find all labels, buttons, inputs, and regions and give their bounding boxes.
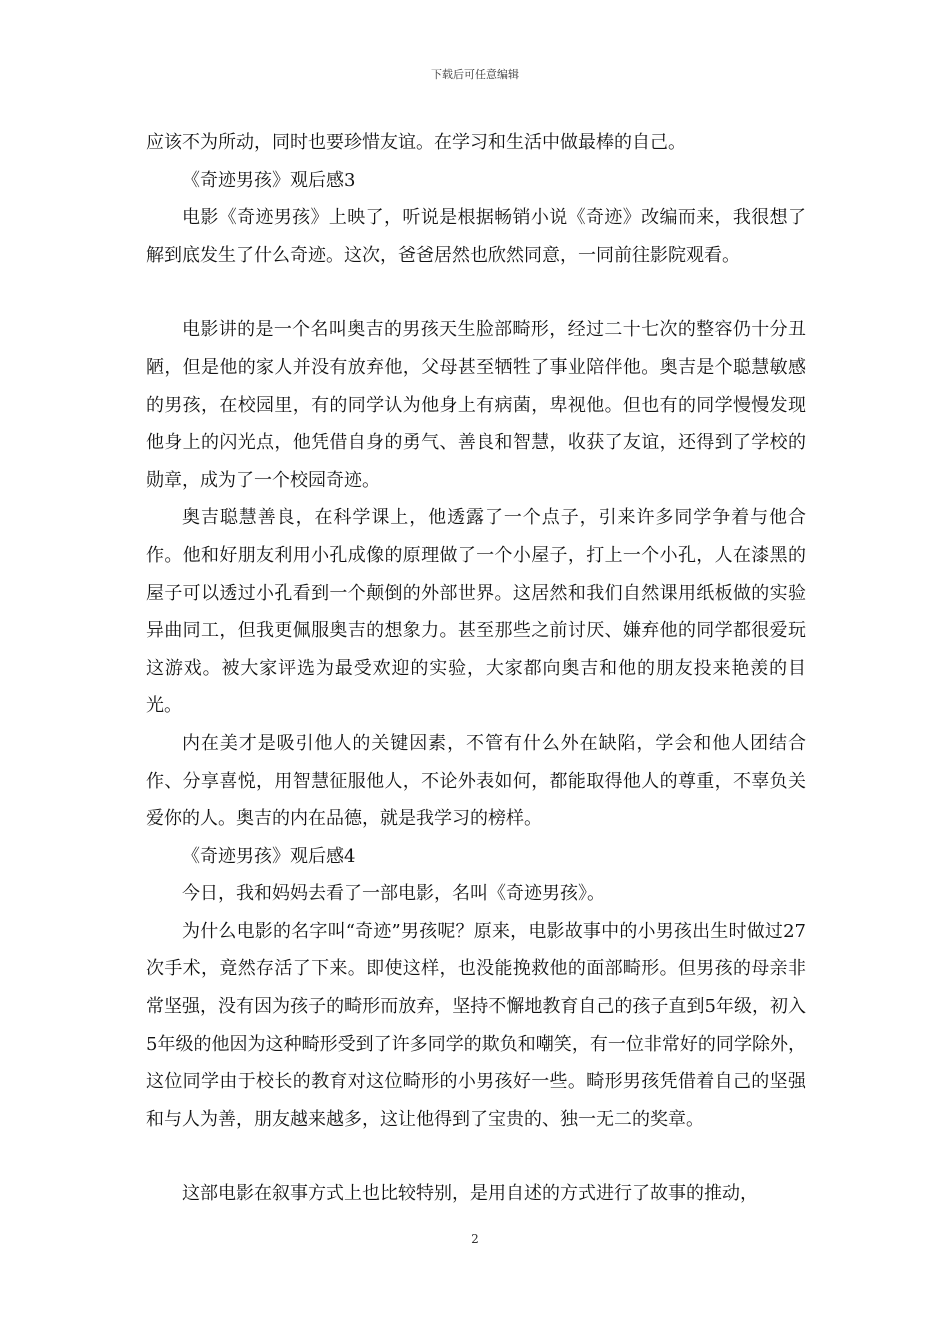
paragraph: 为什么电影的名字叫“奇迹”男孩呢？原来，电影故事中的小男孩出生时做过27次手术，竟然存活了下来。即使这样，也没能挽救他的面部畸形。但男孩的母亲非常坚强，没有因为孩子的畸形而放弃，坚持不懈地教育自己的孩子直到5年级，初入5年级的他因为这种畸形受到了许多同学的欺负和嘲笑，有一位非常好的同学除外，这位同学由于校长的教育对这位畸形的小男孩好一些。畸形男孩凭借着自己的坚强和与人为善，朋友越来越多，这让他得到了宝贵的、独一无二的奖章。 (146, 920, 806, 1130)
paragraph: 电影《奇迹男孩》上映了，听说是根据畅销小说《奇迹》改编而来，我很想了解到底发生了什么奇迹。这次，爸爸居然也欣然同意，一同前往影院观看。 (146, 207, 806, 266)
paragraph: 奥吉聪慧善良，在科学课上，他透露了一个点子，引来许多同学争着与他合作。他和好朋友利用小孔成像的原理做了一个小屋子，打上一个小孔，人在漆黑的屋子可以透过小孔看到一个颠倒的外部世界。这居然和我们自然课用纸板做的实验异曲同工，但我更佩服奥吉的想象力。甚至那些之前讨厌、嫌弃他的同学都很爱玩这游戏。被大家评选为最受欢迎的实验，大家都向奥吉和他的朋友投来艳羡的目光。 (146, 507, 806, 717)
paragraph: 内在美才是吸引他人的关键因素，不管有什么外在缺陷，学会和他人团结合作、分享喜悦，用智慧征服他人，不论外表如何，都能取得他人的尊重，不辜负关爱你的人。奥吉的内在品德，就是我学习的榜样。 (146, 732, 806, 830)
page-header: 下载后可任意编辑 (431, 68, 519, 81)
document-body (146, 124, 806, 1213)
page-number: 2 (471, 1232, 479, 1246)
paragraph: 应该不为所动，同时也要珍惜友谊。在学习和生活中做最棒的自己。 (146, 132, 686, 153)
paragraph: 今日，我和妈妈去看了一部电影，名叫《奇迹男孩》。 (182, 883, 605, 905)
paragraph: 这部电影在叙事方式上也比较特别，是用自述的方式进行了故事的推动， (182, 1183, 758, 1205)
paragraph: 电影讲的是一个名叫奥吉的男孩天生脸部畸形，经过二十七次的整容仍十分丑陋，但是他的家人并没有放弃他，父母甚至牺牲了事业陪伴他。奥吉是个聪慧敏感的男孩，在校园里，有的同学认为他身上有病菌，卑视他。但也有的同学慢慢发现他身上的闪光点，他凭借自身的勇气、善良和智慧，收获了友谊，还得到了学校的勋章，成为了一个校园奇迹。 (146, 319, 806, 491)
section-heading: 《奇迹男孩》观后感3 (182, 169, 356, 191)
section-heading: 《奇迹男孩》观后感4 (182, 845, 356, 867)
